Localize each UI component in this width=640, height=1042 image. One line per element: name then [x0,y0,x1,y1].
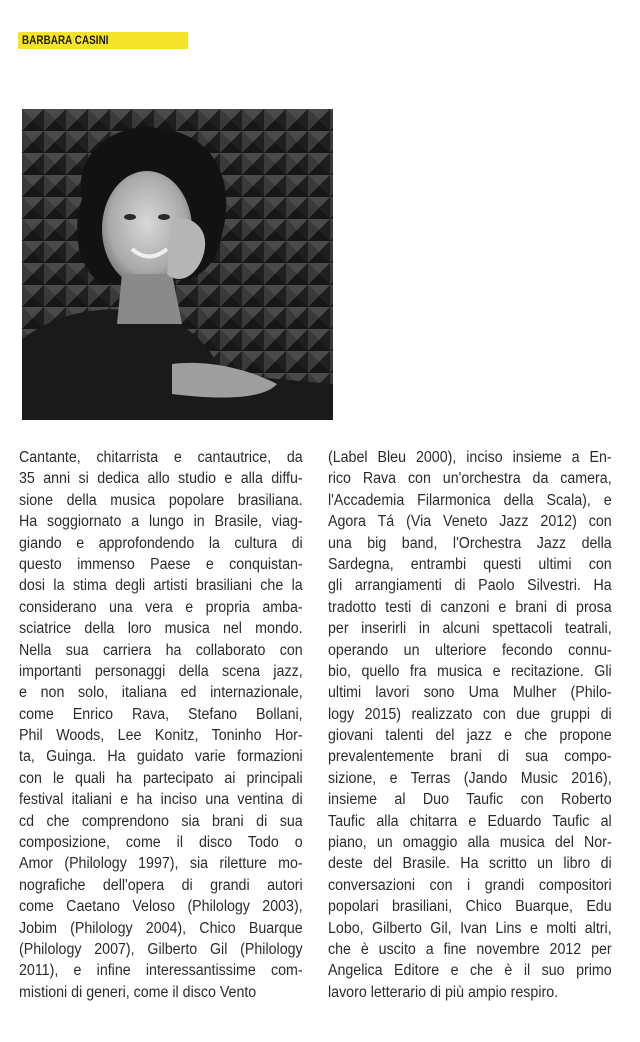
text-line: questo immenso Paese e conquistan- [19,555,303,573]
text-line: tradotto testi di canzoni e brani di prosa [328,598,612,616]
text-line: l'Accademia Filarmonica della Scala), e [328,491,612,509]
text-line: come Enrico Rava, Stefano Bollani, [19,705,303,723]
text-line: giovani talenti del jazz e che propone [328,727,612,745]
text-line: rico Rava con un'orchestra da camera, [328,470,612,488]
text-line: prevalentemente brani di sua compo- [328,748,612,766]
text-line: conversazioni con i grandi compositori [328,876,612,894]
text-line: deste del Brasile. Ha scritto un libro di [328,855,612,873]
text-line: sione della musica popolare brasiliana. [19,491,303,509]
text-line: popolari brasiliani, Chico Buarque, Edu [328,898,612,916]
text-line: e non solo, italiana ed internazionale, [19,684,303,702]
right-text-column [328,447,612,1003]
text-line: nografiche dell'opera di grandi autori [19,876,303,894]
text-line: dosi la stima degli artisti brasiliani che la [19,577,303,595]
text-line: sciatrice della loro musica nel mondo. [19,620,303,638]
text-line: cd che comprendono sia brani di sua [19,812,303,830]
text-line: considerano una vera e propria amba- [19,598,303,616]
left-text-column [19,447,303,1003]
text-line: Phil Woods, Lee Konitz, Toninho Hor- [19,727,303,745]
text-line: gli arrangiamenti di Paolo Silvestri. Ha [328,577,612,595]
text-line: operando un ulteriore fecondo connu- [328,641,612,659]
text-line: Nella sua carriera ha collaborato con [19,641,303,659]
text-line: Amor (Philology 1997), sia riletture mo- [19,855,303,873]
text-line: bio, quello fra musica e recitazione. Gli [328,662,612,680]
text-line: come Caetano Veloso (Philology 2003), [19,898,303,916]
text-line: Ha soggiornato a lungo in Brasile, viag- [19,513,303,531]
text-line: Jobim (Philology 2004), Chico Buarque [19,919,303,937]
text-line: logy 2015) realizzato con due gruppi di [328,705,612,723]
text-line: sizione, e Terras (Jando Music 2016), [328,769,612,787]
text-line: con le quali ha partecipato ai principali [19,769,303,787]
text-line: festival italiani e ha inciso una ventina di [19,791,303,809]
text-line: importanti personaggi della scena jazz, [19,662,303,680]
text-line: giando e approfondendo la cultura di [19,534,303,552]
text-line: (Label Bleu 2000), inciso insieme a En- [328,449,612,466]
text-line: ultimi lavori sono Uma Mulher (Philo- [328,684,612,702]
text-line: una big band, l'Orchestra Jazz della [328,534,612,552]
text-line: lavoro letterario di più ampio respiro. [328,983,559,1001]
text-line: piano, un omaggio alla musica del Nor- [328,834,612,852]
text-line: Cantante, chitarrista e cantautrice, da [19,449,303,466]
text-line: Taufic alla chitarra e Eduardo Taufic al [328,812,612,830]
text-line: insieme al Duo Taufic con Roberto [328,791,612,809]
author-name-banner [18,32,188,49]
portrait-photo [22,109,333,420]
text-line: Angelica Editore e che è il suo primo [328,962,612,980]
text-line: ta, Guinga. Ha guidato varie formazioni [19,748,303,766]
text-line: composizione, come il disco Todo o [19,834,303,852]
text-line: 2011), e infine interessantissime com- [19,962,303,980]
text-line: mistioni di generi, come il disco Vento [19,983,257,1001]
text-line: 35 anni si dedica allo studio e alla diffu- [19,470,303,488]
text-line: per inserirli in alcuni spettacoli teatrali, [328,620,612,638]
text-line: Agora Tá (Via Veneto Jazz 2012) con [328,513,612,531]
text-line: (Philology 2007), Gilberto Gil (Philology [19,940,303,958]
author-name: BARBARA CASINI [22,33,109,47]
text-line: Sardegna, entrambi questi ultimi con [328,555,612,573]
text-line: Lobo, Gilberto Gil, Ivan Lins e molti altri, [328,919,612,937]
text-line: che è uscito a fine novembre 2012 per [328,940,612,958]
